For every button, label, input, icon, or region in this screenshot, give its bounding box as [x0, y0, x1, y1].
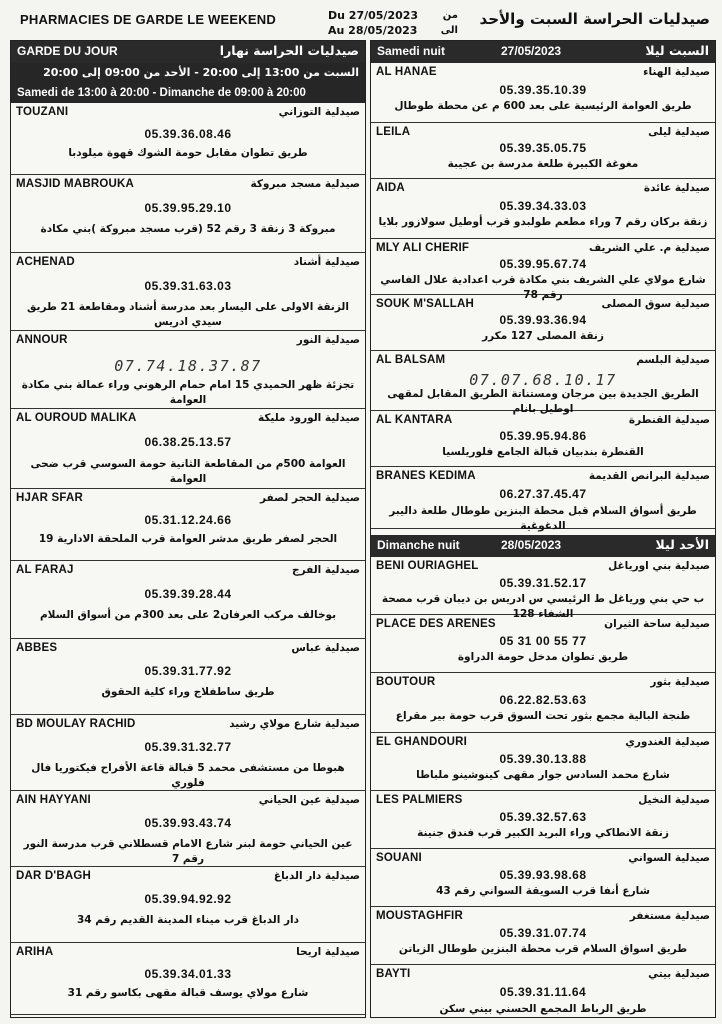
- saturday-night-date: 27/05/2023: [501, 44, 562, 58]
- pharmacy-name-arabic: صيدلية الورود مليكة: [257, 412, 360, 424]
- pharmacy-entry: [371, 411, 715, 467]
- pharmacy-name-arabic: صيدلية أشناد: [293, 256, 360, 268]
- pharmacy-entry: [11, 867, 365, 943]
- pharmacy-phone: 05.31.12.24.66: [144, 513, 232, 527]
- pharmacy-phone: 05.39.34.33.03: [499, 199, 587, 213]
- pharmacy-phone: 06.27.37.45.47: [499, 487, 587, 501]
- pharmacy-entry: [11, 639, 365, 715]
- pharmacy-name-arabic: صيدلية شارع مولاي رشيد: [229, 718, 360, 730]
- pharmacy-entry: [371, 557, 715, 620]
- pharmacy-phone: 05.39.95.29.10: [144, 201, 232, 215]
- pharmacy-entry: [11, 489, 365, 561]
- pharmacy-phone: 05.39.35.10.39: [499, 83, 587, 97]
- pharmacy-name-arabic: صيدلية السواني: [628, 852, 710, 864]
- pharmacy-entry: [371, 907, 715, 965]
- pharmacy-phone: 05.39.31.52.17: [499, 576, 587, 590]
- pharmacy-name: ANNOUR: [16, 334, 68, 346]
- pharmacy-address: هبوطا من مستشفى محمد 5 قبالة قاعة الأفراح فيكتوريا فال فلوري: [31, 762, 345, 789]
- pharmacy-phone: 05.39.95.94.86: [499, 429, 587, 443]
- pharmacy-name: AIDA: [376, 182, 405, 194]
- pharmacy-address: دار الدباغ قرب ميناء المدينة القديم رقم 34: [77, 914, 299, 926]
- pharmacy-name: SOUANI: [376, 852, 422, 864]
- pharmacy-address: الحجر لصفر طريق مدشر العوامة قرب الملحقة الادارية 19: [38, 533, 338, 545]
- pharmacy-name-arabic: صيدلية البرانص القديمة: [588, 470, 710, 482]
- day-guard-band: [11, 41, 365, 63]
- date-from-ar: من: [442, 10, 458, 21]
- pharmacy-name: MASJID MABROUKA: [16, 178, 134, 190]
- pharmacy-name: AL OUROUD MALIKA: [16, 412, 137, 424]
- pharmacy-entry: [371, 351, 715, 415]
- pharmacy-phone: 05.39.93.98.68: [499, 868, 587, 882]
- pharmacy-name: DAR D'BAGH: [16, 870, 92, 882]
- schedule-arabic: السبت من 13:00 إلى 20:00 - الأحد من 09:00 إلى 20:00: [43, 66, 359, 79]
- pharmacy-name-arabic: صيدلية عباس: [291, 642, 360, 654]
- pharmacy-name: BAYTI: [376, 968, 411, 980]
- pharmacy-name: AL BALSAM: [376, 354, 446, 366]
- saturday-night-label: Samedi nuit: [377, 44, 446, 58]
- pharmacy-address: طريق تطوان مقابل حومة الشوك قهوة ميلودبا: [68, 147, 308, 159]
- pharmacy-entry: [11, 175, 365, 253]
- pharmacy-entry: [371, 239, 715, 301]
- pharmacy-name: ABBES: [16, 642, 58, 654]
- date-from: Du 27/05/2023: [328, 9, 419, 22]
- sunday-night-list: [371, 557, 715, 1024]
- night-guard-column: [370, 40, 716, 1018]
- pharmacy-entry: [371, 179, 715, 239]
- pharmacy-address: العوامة 500م من المقاطعة الثانية حومة السوسي قرب ضحى العوامة: [30, 458, 346, 485]
- pharmacy-entry: [11, 103, 365, 175]
- pharmacy-entry: [11, 331, 365, 409]
- pharmacy-address: شارع محمد السادس جوار مقهى كينوشينو ملباطا: [416, 769, 670, 781]
- pharmacy-entry: [11, 791, 365, 867]
- pharmacy-name: BOUTOUR: [376, 676, 436, 688]
- pharmacy-name: BD MOULAY RACHID: [16, 718, 136, 730]
- pharmacy-phone: 05.39.31.77.92: [144, 664, 232, 678]
- pharmacy-name-arabic: صيدلية البلسم: [636, 354, 710, 366]
- pharmacy-entry: [11, 253, 365, 331]
- sunday-night-label: Dimanche nuit: [377, 538, 460, 552]
- pharmacy-phone: 05.39.30.13.88: [499, 752, 587, 766]
- pharmacy-entry: [11, 715, 365, 791]
- pharmacy-phone: 05.39.31.63.03: [144, 279, 232, 293]
- pharmacy-name: HJAR SFAR: [16, 492, 83, 504]
- title-french: PHARMACIES DE GARDE LE WEEKEND: [20, 12, 276, 27]
- pharmacy-phone: 05.39.36.08.46: [144, 127, 232, 141]
- pharmacy-name: LEILA: [376, 126, 411, 138]
- pharmacy-name-arabic: صيدلية دار الدباغ: [273, 870, 360, 882]
- pharmacy-name: BENI OURIAGHEL: [376, 560, 479, 572]
- pharmacy-name-arabic: صيدلية التوزاني: [278, 106, 360, 118]
- pharmacy-name: LES PALMIERS: [376, 794, 463, 806]
- pharmacy-name: BRANES KEDIMA: [376, 470, 476, 482]
- pharmacy-name-arabic: صيدلية الهناء: [643, 66, 710, 78]
- pharmacy-name: AL KANTARA: [376, 414, 453, 426]
- pharmacy-entry: [371, 467, 715, 532]
- date-to-ar: الى: [440, 25, 458, 36]
- pharmacy-name: EL GHANDOURI: [376, 736, 467, 748]
- pharmacy-address: مبروكة 3 زنقة 3 رقم 52 (قرب مسجد مبروكة )بني مكادة: [40, 223, 336, 235]
- pharmacy-phone: 05.39.32.57.63: [499, 810, 587, 824]
- pharmacy-name: AIN HAYYANI: [16, 794, 91, 806]
- pharmacy-phone: 05.39.39.28.44: [144, 587, 232, 601]
- pharmacy-address: طريق اسواق السلام قرب محطة البنزين طوطال الزياتن: [398, 943, 688, 955]
- date-range: [328, 8, 458, 38]
- pharmacy-phone: 05.39.31.07.74: [499, 926, 587, 940]
- pharmacy-name-arabic: صيدلية عائدة: [643, 182, 710, 194]
- pharmacy-name-arabic: صيدلية مستغفر: [629, 910, 710, 922]
- pharmacy-address: طريق تطوان مدخل حومة الدراوة: [457, 651, 629, 663]
- saturday-night-label-ar: السبت ليلا: [645, 43, 709, 58]
- day-guard-label: GARDE DU JOUR: [17, 44, 118, 58]
- pharmacy-entry: [371, 673, 715, 733]
- pharmacy-address: زنقة المصلى 127 مكرر: [482, 330, 604, 342]
- pharmacy-entry: [371, 63, 715, 123]
- pharmacy-address: مغوغة الكبيرة طلعة مدرسة بن عجيبة: [447, 158, 639, 170]
- saturday-night-band: [371, 41, 715, 63]
- pharmacy-address: طريق العوامة الرئيسية على بعد 600 م عن محطة طوطال: [394, 100, 692, 112]
- pharmacy-phone: 05.39.94.92.92: [144, 892, 232, 906]
- pharmacy-name: MLY ALI CHERIF: [376, 242, 470, 254]
- day-guard-schedule: [11, 63, 365, 103]
- pharmacy-phone: 05 31 00 55 77: [499, 634, 587, 648]
- pharmacy-name-arabic: صيدلية النخيل: [638, 794, 710, 806]
- pharmacy-entry: [371, 123, 715, 179]
- sunday-night-date: 28/05/2023: [501, 538, 562, 552]
- day-guard-label-ar: صيدليات الحراسة نهارا: [219, 43, 359, 58]
- pharmacy-name-arabic: صيدلية م. علي الشريف: [588, 242, 710, 254]
- pharmacy-phone: 06.22.82.53.63: [499, 693, 587, 707]
- pharmacy-address: شارع مولاي علي الشريف بني مكادة قرب اعدادية علال الفاسي رقم 78: [380, 274, 706, 301]
- pharmacy-name-arabic: صيدلية بثور: [650, 676, 710, 688]
- schedule-french: Samedi de 13:00 à 20:00 - Dimanche de 09:00 à 20:00: [17, 87, 306, 99]
- title-arabic: صيدليات الحراسة السبت والأحد: [479, 10, 710, 28]
- pharmacy-address: الزنقة الاولى على اليسار بعد مدرسة أشناد ومقاطعة 21 طريق سيدي ادريس: [27, 301, 349, 328]
- pharmacy-name-arabic: صيدلية الفرج: [292, 564, 360, 576]
- pharmacy-entry: [371, 791, 715, 849]
- day-guard-column: [10, 40, 366, 1018]
- pharmacy-name: ACHENAD: [16, 256, 75, 268]
- sunday-night-label-ar: الأحد ليلا: [655, 537, 709, 552]
- pharmacy-address: طريق الرباط المجمع الحسني بيني سكن: [439, 1003, 647, 1015]
- pharmacy-name-arabic: صيدلية بيتي: [648, 968, 710, 980]
- pharmacy-phone: 05.39.31.11.64: [499, 985, 587, 999]
- pharmacy-phone: 05.39.31.32.77: [144, 740, 232, 754]
- pharmacy-address: زنقة الانطاكي وراء البريد الكبير قرب فندق جنينة: [417, 827, 669, 839]
- pharmacy-address: زنقة بركان رقم 7 وراء مطعم طولبدو قرب أوطيل سولازور بلايا: [378, 216, 708, 228]
- pharmacy-name-arabic: صيدلية الغندوري: [625, 736, 710, 748]
- pharmacy-name-arabic: صيدلية اريحا: [296, 946, 360, 958]
- pharmacy-entry: [11, 561, 365, 639]
- pharmacy-name-arabic: صيدلية النور: [296, 334, 360, 346]
- pharmacy-phone: 06.38.25.13.57: [144, 435, 232, 449]
- pharmacy-address: طنجة البالية مجمع بثور تحت السوق قرب حومة بير مقراع: [395, 710, 691, 722]
- pharmacy-entry: [371, 615, 715, 673]
- pharmacy-name-arabic: صيدلية بني اورياغل: [608, 560, 710, 572]
- pharmacy-entry: [11, 943, 365, 1015]
- pharmacy-entry: [11, 409, 365, 489]
- pharmacy-name: TOUZANI: [16, 106, 69, 118]
- pharmacy-phone: 05.39.35.05.75: [499, 141, 587, 155]
- pharmacy-address: بوخالف مركب العرفان2 على بعد 300م من أسواق السلام: [39, 609, 337, 621]
- pharmacy-name-arabic: صيدلية القنطرة: [628, 414, 710, 426]
- pharmacy-entry: [371, 295, 715, 351]
- pharmacy-phone: 05.39.95.67.74: [499, 257, 587, 271]
- saturday-night-list: [371, 63, 715, 532]
- pharmacy-phone: 07.07.68.10.17: [469, 371, 617, 389]
- pharmacy-entry: [371, 849, 715, 907]
- pharmacy-name-arabic: صيدلية ساحة الثيران: [604, 618, 710, 630]
- pharmacy-name-arabic: صيدلية ليلى: [648, 126, 710, 138]
- pharmacy-name: PLACE DES ARENES: [376, 618, 496, 630]
- page-header: [14, 6, 714, 40]
- pharmacy-name-arabic: صيدلية عين الحياني: [258, 794, 360, 806]
- pharmacy-name: SOUK M'SALLAH: [376, 298, 474, 310]
- pharmacy-address: القنطرة بندبيان قبالة الجامع فلوريلسيا: [442, 446, 644, 458]
- pharmacy-address: شارع مولاي يوسف قبالة مقهى بكاسو رقم 31: [67, 987, 309, 999]
- pharmacy-name: AL HANAE: [376, 66, 437, 78]
- pharmacy-name: ARIHA: [16, 946, 54, 958]
- pharmacy-phone: 05.39.34.01.33: [144, 967, 232, 981]
- date-to: Au 28/05/2023: [328, 24, 418, 37]
- pharmacy-name: AL FARAJ: [16, 564, 74, 576]
- pharmacy-name-arabic: صيدلية الحجر لصفر: [260, 492, 360, 504]
- pharmacy-phone: 05.39.93.43.74: [144, 816, 232, 830]
- pharmacy-entry: [371, 733, 715, 791]
- sunday-night-band: [371, 535, 715, 557]
- pharmacy-address: طريق أسواق السلام قبل محطة البنزين طوطال طلعة داليبر الدغوغية: [389, 505, 697, 532]
- pharmacy-address: عين الحياني حومة لبنر شارع الامام قسطلاني قرب مدرسة النور رقم 7: [23, 838, 353, 865]
- pharmacy-address: شارع أنفا قرب السويقة السواني رقم 43: [436, 885, 650, 897]
- pharmacy-name: MOUSTAGHFIR: [376, 910, 463, 922]
- day-guard-list: [11, 103, 365, 1015]
- pharmacy-address: تجزئة ظهر الحميدي 15 امام حمام الرهوني وراء عمالة بني مكادة العوامة: [21, 379, 355, 406]
- pharmacy-address: الطريق الجديدة بين مرجان ومستناتة الطريق المقابل لمقهى اوطيل بانام: [387, 388, 699, 415]
- pharmacy-entry: [371, 965, 715, 1024]
- pharmacy-name-arabic: صيدلية مسجد مبروكة: [250, 178, 360, 190]
- pharmacy-address: طريق ساطفلاج وراء كلية الحقوق: [101, 686, 275, 698]
- pharmacy-name-arabic: صيدلية سوق المصلى: [601, 298, 710, 310]
- pharmacy-phone: 05.39.93.36.94: [499, 313, 587, 327]
- pharmacy-address: ب حي بني ورياغل ط الرئيسي س ادريس بن ديبان قرب مصحة الشفاء 128: [381, 593, 705, 620]
- pharmacy-phone: 07.74.18.37.87: [114, 357, 262, 375]
